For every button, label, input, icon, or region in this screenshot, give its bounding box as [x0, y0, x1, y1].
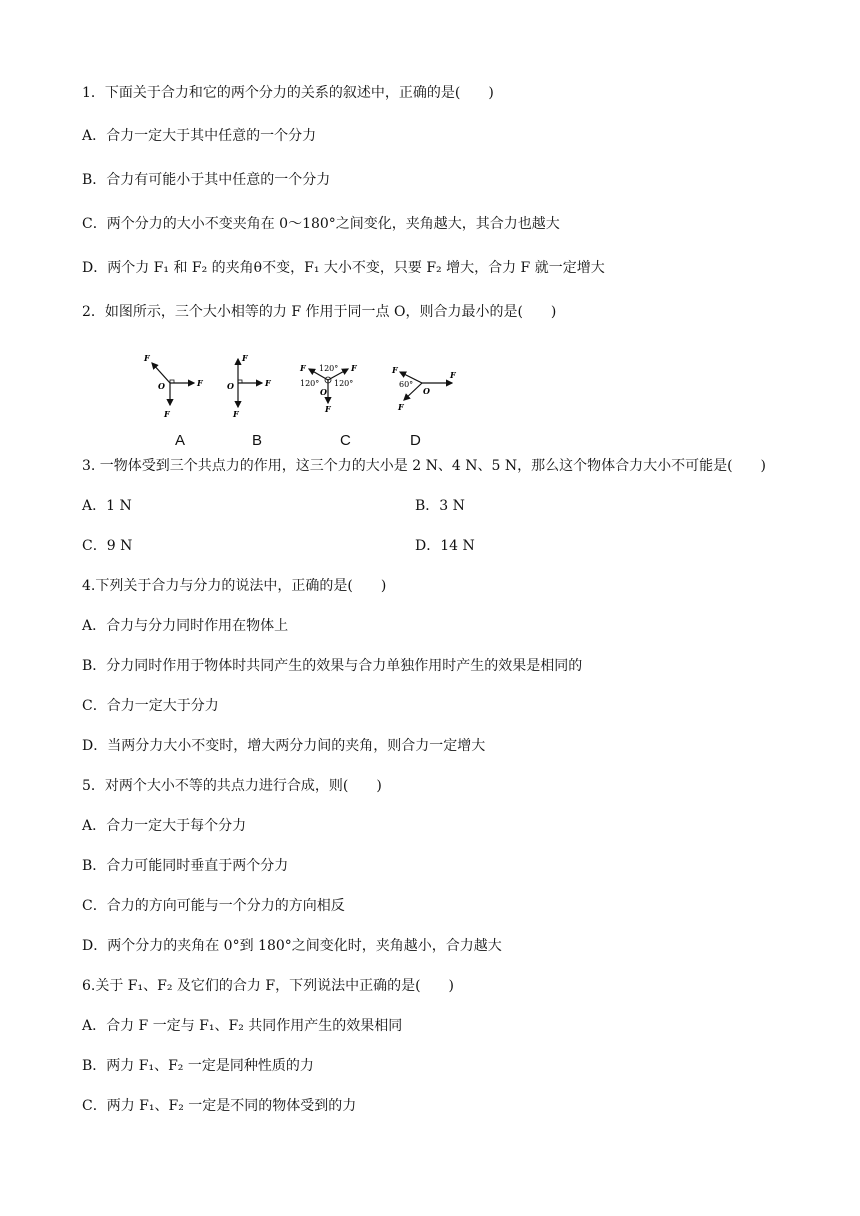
q1-option-d: D．两个力 F₁ 和 F₂ 的夹角θ不变，F₁ 大小不变，只要 F₂ 增大，合力 F 就一定增大	[82, 260, 605, 276]
q4-option-a: A．合力与分力同时作用在物体上	[82, 618, 289, 634]
diagram-c-angle-right: 120°	[334, 379, 354, 388]
diagram-d-o: O	[423, 386, 430, 396]
diagram-a-f1: F	[144, 353, 150, 363]
q6-option-c: C．两力 F₁、F₂ 一定是不同的物体受到的力	[82, 1098, 357, 1114]
q5-option-b: B．合力可能同时垂直于两个分力	[82, 858, 289, 874]
q1-option-c: C．两个分力的大小不变夹角在 0～180°之间变化，夹角越大，其合力也越大	[82, 216, 560, 232]
q5-option-a: A．合力一定大于每个分力	[82, 818, 247, 834]
diagram-c-angle-left: 120°	[300, 379, 320, 388]
diagram-d-f3: F	[398, 402, 404, 412]
q1-stem: 1．下面关于合力和它的两个分力的关系的叙述中，正确的是( )	[82, 85, 494, 101]
diagram-label-b: B	[252, 432, 263, 449]
q4-option-c: C．合力一定大于分力	[82, 698, 219, 714]
q3-option-d: D．14 N	[415, 538, 475, 554]
diagram-b	[238, 359, 262, 407]
q3-option-b: B．3 N	[415, 498, 465, 514]
q2-stem: 2．如图所示，三个大小相等的力 F 作用于同一点 O，则合力最小的是( )	[82, 304, 557, 320]
diagram-d-f2: F	[450, 370, 456, 380]
q6-stem: 6.关于 F₁、F₂ 及它们的合力 F，下列说法中正确的是( )	[82, 978, 454, 994]
diagram-a-f3: F	[164, 409, 170, 419]
diagram-c-angle-top: 120°	[319, 364, 339, 373]
diagram-b-o: O	[227, 381, 234, 391]
diagram-a-f2: F	[197, 378, 203, 388]
q3-option-c: C．9 N	[82, 538, 133, 554]
diagram-c-f2: F	[351, 363, 357, 373]
q4-stem: 4.下列关于合力与分力的说法中，正确的是( )	[82, 578, 387, 594]
diagram-d-f1: F	[392, 365, 398, 375]
q5-option-d: D．两个分力的夹角在 0°到 180°之间变化时，夹角越小，合力越大	[82, 938, 502, 954]
diagram-label-a: A	[175, 432, 186, 449]
diagram-c-f1: F	[300, 363, 306, 373]
diagram-label-d: D	[410, 432, 421, 449]
diagram-c-o: O	[320, 387, 327, 397]
diagram-c-f3: F	[325, 404, 331, 414]
diagram-d-angle: 60°	[399, 380, 414, 389]
q1-option-a: A．合力一定大于其中任意的一个分力	[82, 128, 317, 144]
diagram-a-o: O	[158, 381, 165, 391]
diagram-b-f3: F	[233, 409, 239, 419]
q5-stem: 5．对两个大小不等的共点力进行合成，则( )	[82, 778, 382, 794]
q5-option-c: C．合力的方向可能与一个分力的方向相反	[82, 898, 345, 914]
diagram-b-f1: F	[242, 353, 248, 363]
q4-option-b: B．分力同时作用于物体时共同产生的效果与合力单独作用时产生的效果是相同的	[82, 658, 583, 674]
diagram-b-f2: F	[265, 378, 271, 388]
q1-option-b: B．合力有可能小于其中任意的一个分力	[82, 172, 331, 188]
diagram-label-c: C	[340, 432, 351, 449]
q3-option-a: A．1 N	[82, 498, 132, 514]
q3-stem: 3. 一物体受到三个共点力的作用，这三个力的大小是 2 N、4 N、5 N，那么这个物体合力大小不可能是( )	[82, 458, 767, 474]
q4-option-d: D．当两分力大小不变时，增大两分力间的夹角，则合力一定增大	[82, 738, 486, 754]
force-diagrams	[138, 345, 478, 425]
q6-option-a: A．合力 F 一定与 F₁、F₂ 共同作用产生的效果相同	[82, 1018, 403, 1034]
q6-option-b: B．两力 F₁、F₂ 一定是同种性质的力	[82, 1058, 314, 1074]
